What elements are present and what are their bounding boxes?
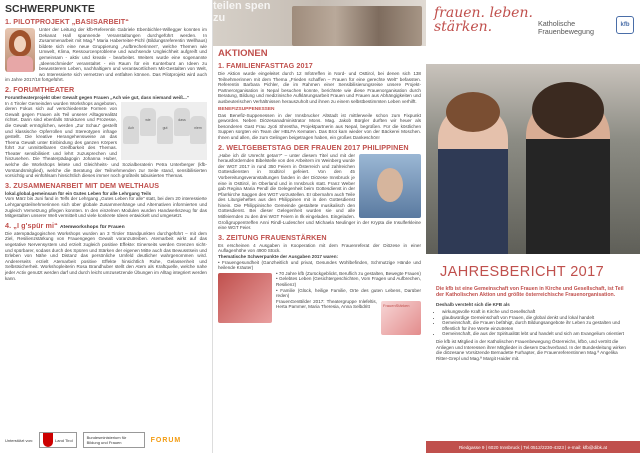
frauenstaerken-cover-image — [218, 273, 272, 323]
zeitung-bullet: • Frauengesundheit (Ganzheitlich und privat, Gesundes Wohlbefinden, Schmutzige Hände und heilende Kräuter) — [218, 259, 421, 271]
group-photo — [292, 6, 422, 46]
torso-figure: Ach — [123, 116, 139, 144]
bm-logo: Bundesministerium für Bildung und Frauen — [83, 432, 145, 448]
torso-figures-image — [121, 102, 207, 160]
torso-figure: wie — [140, 108, 156, 136]
sponsor-logos — [5, 429, 208, 451]
jahresbericht-title: JAHRESBERICHT 2017 — [440, 264, 605, 280]
mission-item: • Gemeinschaft, die aus der Spiritualität lebt und handelt und sich am Evangelium orientiert — [442, 331, 630, 337]
intro-text: Die kfb ist eine Gemeinschaft von Frauen in Kirche und Gesellschaft, ist Teil der Katholischen Aktion und größte österreichische Frauenorganisation. — [436, 286, 624, 299]
gspuer-mi-subtitle: Atemworkshops für Frauen — [59, 224, 125, 230]
column-cover — [426, 0, 640, 453]
mission-item: • wirkungsvolle Kraft in Kirche und Gesellschaft — [442, 309, 630, 315]
column-schwerpunkte — [0, 0, 213, 453]
heading-benefiz: BENEFIZSUPPENESSEN — [218, 106, 275, 112]
zeitung-bullet: • Gelebtes Leben (Gesichtergeschichten, Vom Fragen und Aufbrechen, Resilienz) — [276, 276, 422, 287]
tirol-shield-icon — [43, 433, 53, 447]
heading-weltgebetstag: 2. WELTGEBETSTAG DER FRAUEN 2017 PHILIPPINEN — [218, 142, 409, 152]
weltgebetstag-text: „Habe ich dir Unrecht getan?“ – unter diesem Titel und mit der herausfordernden Bibelstelle von den Arbeitern im Weinberg wurde der WGT 2017 in rund 350 Feiern in Österreich und zahlreichen Gottesdiensten in Südtirol gefeiert. Von den 45 Vorbereitungsveranstaltungen fanden in der Diözese Innsbruck je eine in Osttirol, im Oberland und in Innsbruck statt. Franz Weber gab Regina Maria Pendl die Gelegenheit beim Gottesdienst in der Pfarrkirche Saggen den WGT vorzustellen. Er übernahm auch Teile des Liturgieheftes aus den Philippinen mit in den Gottesdienst hinein. Die Philippinische Gemeinde gestaltete musikalisch den Gottesdienst. Bei dieser Gelegenheit wurden sie und alle Mitfeiernden zu den drei WGT Feiern in Ilk eingeladen. Eingeladen. Großgruppentreffen Anni Rindl-Ludescher und Michaela Neulinger in der Krypta die Insulferkleine eine WGT Feier. — [218, 152, 421, 231]
mission-item: • glaubwürdige Gemeinschaft von Frauen, die global denkt und lokal handelt — [442, 315, 630, 321]
zeitung-lead: Thematische Schwerpunkte der Ausgaben 2017 waren: — [218, 254, 339, 260]
column-aktionen — [213, 0, 426, 453]
mission-list — [442, 309, 630, 337]
aktionen-title: AKTIONEN — [218, 48, 268, 59]
heading-welthaus: 3. ZUSAMMENARBEIT MIT DEM WELTHAUS — [5, 180, 160, 190]
banner-image — [213, 0, 426, 46]
mission-item: • Gemeinschaft, die Frauen befähigt, durch Bildungsangebote ihr Leben zu gestalten und öffentlich für ihre Werte einzutreten — [442, 320, 630, 331]
zeitung-bullet: • Familie (Glück, heilige Familie, Orte des guten Lebens, Darüber reden) — [276, 287, 421, 299]
brand-script: frauen. leben. stärken. — [434, 5, 533, 35]
zeitung-text: Es erscheinen 4 Ausgaben in Kooperation mit dem Frauenreferat der Diözese in einer Auflagenhöhe von 4900 Stück. — [218, 242, 421, 254]
heading-familienfasttag: 1. FAMILIENFASTTAG 2017 — [218, 61, 313, 70]
benefiz-text: Das Benefiz-Suppenessen in der Innsbrucker Altstadt ist mittlerweile schon zum Fixpunkt geworden. Neben Diözesanadministrator Mons. Mag. Jakob Bürgler durften wir heuer als besonderen Gast Frau Jyoti Shrestha, Projektpartnerin aus Nepal, begrüßen. Für die köstlichen Suppen sorgten ein Team der HBLFA Kematen. Das Brot kam wieder von der Bäckerei Moschen. Ihnen und allen, die zum Gelingen beigetragen haben, ein großes Dankeschön! — [218, 112, 421, 140]
welthaus-lead: lokal.global.gemeinsam für ein Gutes Leben für alle Lehrgang Teils — [5, 190, 152, 196]
banner-text: teilen spen zu — [213, 0, 271, 24]
tirol-logo: Land Tirol — [39, 432, 77, 448]
gspuer-mi-text: Die atempädagogischen Workshops wurden an 3 Tiroler Standpunkten durchgeführt – mit dem Ziel, Resilienzstärkung von Frauengegen Gewalt voranzutreiben. Atemarbeit wirkt auf das vegetative Nervensystem und erzielt zugleich positive Effekte: Einerseits werden Grenzen sicht- und spürbarer, sodass durch des Spüren und Stärken der eigenen Mitte auch das Bewusstsein und Erleben von Nähe und Distanz das persönliche Umfeld deutlicher wahrgenommen wird. Andererseits erzielt Atemarbeit positive Effekte hinsichtlich Ruhe, Gelassenheit und Selbstsicherheit. Workshopleiterin Rosa Brandhuber stellt den Atem als Kraftquelle, welche nahe jeder Activ genutzt werden darf und durch leicht umzusetzende Übungen im Alltag integriert werden kann. — [5, 230, 207, 281]
heading-zeitung: 3. ZEITUNG FRAUENSTÄRKEN — [218, 232, 327, 242]
forumtheater-text: In 4 Tiroler Gemeinden wurden Workshops angeboten, deren Fokus sich auf verschiedenste Formen von Gewalt gegen Frauen als Teil unserer Alltagsrealität richtet. Darin sind ebenfalls Strukturen und Prozesse, die Gewalt ermöglichen, werden „Zur Schau“ gestellt und klassische Opferrollen und Stereotypen infrage gestellt. Die kreative Herangehensweise an das Thema Gewalt unter Einbindung des ganzen Körpers führt zur unmittelbaren Greifbarkeit des Themas. Theater sensibilisiert und lehrt zuzusprechen und hinzusehen. Die Theaterpädagogin Johanna Huber, welche die Workshops leitete und Gleichheits- und Sozialberaterin Petra Unterberger (kfb-Vorstandsmitglied), welche die Beratung der Teilnehmenden zur Seite stand, sensibilisierten vorsichtig und einfühlsam hinsichtlich dieses immer noch großteils tabuisierten Themas. — [5, 100, 207, 179]
frauenstaerken-book-image: FrauenStärken — [381, 301, 421, 335]
forumtheater-lead: Forumtheaterprojekt über Gewalt gegen Frauen „Ach wie gut, dass niemand weiß...“ — [5, 94, 190, 100]
contact-footer: Riedgasse 9 | 6020 Innsbruck | Tel.0512/2230-4323 | e-mail: kfb@dibk.at — [426, 441, 640, 453]
torso-figure: gut — [157, 116, 173, 144]
heading-forumtheater: 2. FORUMTHEATER — [5, 84, 75, 94]
brand-header — [426, 0, 640, 64]
forum-logo: FORUM — [150, 436, 182, 444]
welthaus-text: Vom März bis Juni fand in Telfs der Lehrgang „Gutes Leben für alle“ statt, bei dem 20 interessierte Lehrgangsteilnehmerinnen sich über globale Zusammenhänge und Alternativen informierten und zugleich Vernetzung pflegen konnten. In den einzelnen Modulen wurden Handwerkszeug für das Mitgestalten unserer Welt vermittelt und viele konkrete Ideen entwickelt und umgesetzt. — [5, 196, 207, 219]
weltgebetstag-image — [359, 154, 421, 218]
familienfasttag-text: Die Aktion wurde eingeleitet durch 12 Infotreffen in Nord- und Osttirol, bei denen sich 138 Teilnehmerinnen mit dem Thema „Frieden schaffen – Frauen für eine gerechte Welt“ befassten. Referentin Barbara Pichler, die im Rahmen einer Sensibilisierungsreise unsere Projekt-Partnerorganisation in Nepal besuchen konnte, berichtete wie diese Frauenorganisation durch Beratung, Bildung und medizinische Aufklärungsarbeit Frauen und Frauen aus Abhängigkeiten und ausbeuterischen Verhältnissen herauszuholt und ihnen zu einem selbstbestimmten Leben verhilft. — [218, 71, 421, 104]
portrait-image — [5, 28, 35, 72]
deshalb-heading: Deshalb versteht sich die KFB als — [436, 302, 510, 308]
heading-pilotprojekt: 1. PILOTPROJEKT „BASISARBEIT“ — [5, 17, 129, 26]
frauenbild-text: FrauenGenBilder 2017: Theatergruppe Inlefeltis, Herta Pammer, Maria Theresia, Anna Selbdritt — [276, 298, 377, 310]
heading-gspuer-mi: 4. „I g'spür mi“ Atemworkshops für Frauen — [5, 220, 125, 230]
kfb-logo: kfb — [616, 16, 634, 34]
torso-figure: dass — [174, 108, 190, 136]
outro-text: Die kfb ist Mitglied in der Katholischen Frauenbewegung Österreichs, kfbö, und vertritt die Anliegen und Interessen ihrer Mitglieder in diesem Dachverband. In der Bundesleitung wirken die diözesane Vorsitzende Bernadette Furhapter, die Frauenreferentinnen Mag.ª Angelika Ritter-Grepl und Mag.ª Margit Haider mit. — [436, 338, 626, 361]
supported-label: Unterstützt von: — [5, 437, 34, 443]
zeitung-bullet: • 70 Jahre kfb (Zurückgeblickt, Beruflich zu gestalten, Bewegte Frauen) — [276, 270, 421, 276]
cover-photo — [426, 64, 640, 254]
torso-figure: niem — [190, 116, 206, 144]
brand-name: Katholische Frauenbewegung — [538, 19, 594, 37]
section-title: SCHWERPUNKTE — [5, 3, 95, 15]
pilotprojekt-text: Unter der Leitung der kfb-Referentin Gabriele Ebenbichler-Willegger konnten im Dekanat Hall spannende Veranstaltungen durchgeführt werden. In Zusammenarbeit mit Mag.ª Maria Haberreiter-Pichl (Bildungsreferentin Wellhaus) bildete sich eine neue Gruppierung „Aufbrecherinnen“, welche Themen wie Umwelt, Klima, Ressourcenprobleme und wachsende Ungleichheit aufgreift und gemeinsam - aktiv und kreativ - bearbeitet. Weiters wurde eine sogenannte „Ideenschmiede“ veranstaltet - ein Raum für ein Kunterbunt an Ideen zu bewussterem Leben, nachhaltigem und verantwortlichem Mit-Gestalten von Welt, wo Interessierte sich vernetzen und entfalten können. Das Pilotprojekt wird auch im Jahre 2017/18 fortgeführt. — [5, 27, 207, 83]
